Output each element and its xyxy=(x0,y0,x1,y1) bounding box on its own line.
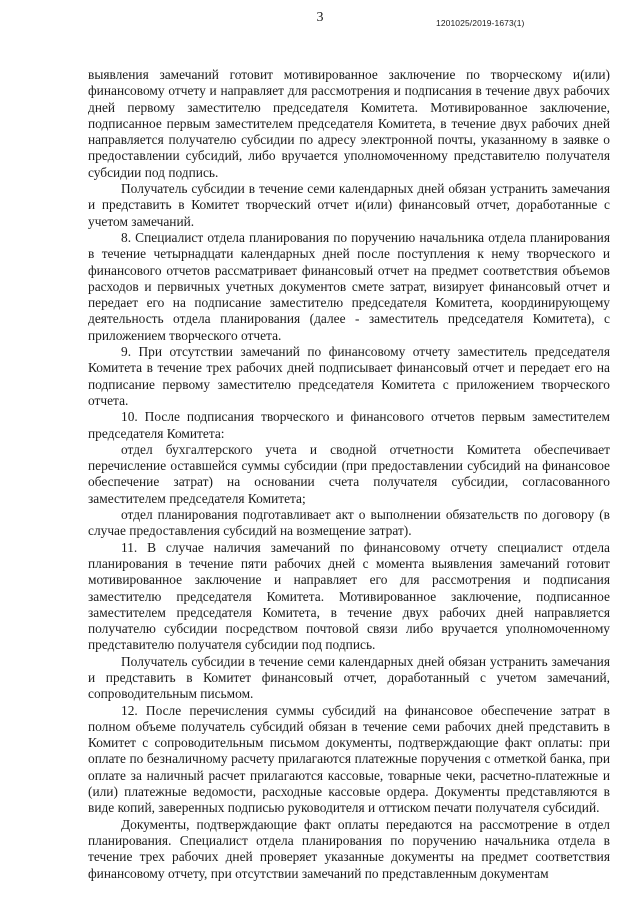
document-body xyxy=(88,67,610,882)
paragraph-item-10-accounting: отдел бухгалтерского учета и сводной отчетности Комитета обеспечивает перечисление оставшейся суммы субсидии (при предоставлении субсидий на финансовое обеспечение затрат) на основании счета получателя субсидии, согласованного заместителем председателя Комитета; xyxy=(88,441,610,506)
document-id: 1201025/2019-1673(1) xyxy=(436,18,525,28)
paragraph-item-10-planning: отдел планирования подготавливает акт о выполнении обязательств по договору (в случае предоставления субсидий на возмещение затрат). xyxy=(88,507,610,539)
paragraph-recipient-corrections: Получатель субсидии в течение семи календарных дней обязан устранить замечания и представить в Комитет творческий отчет и(или) финансовый отчет, доработанные с учетом замечаний. xyxy=(88,181,610,229)
paragraph-item-11: 11. В случае наличия замечаний по финансовому отчету специалист отдела планирования в течение пяти рабочих дней с момента выявления замечаний готовит мотивированное заключение и направляет его для рассмотрения и подписания заместителю председателя Комитета. Мотивированное заключение, подписанное заместителем председателя Комитета, в течение двух рабочих дней направляется получателю субсидии посредством почтовой связи либо вручается уполномоченному представителю получателя субсидии под подпись. xyxy=(88,539,610,653)
paragraph-item-10: 10. После подписания творческого и финансового отчетов первым заместителем председателя Комитета: xyxy=(88,409,610,441)
paragraph-item-9: 9. При отсутствии замечаний по финансовому отчету заместитель председателя Комитета в течение трех рабочих дней подписывает финансовый отчет и передает его на подписание первому заместителю председателя Комитета с приложением творческого отчета. xyxy=(88,344,610,408)
paragraph-item-12: 12. После перечисления суммы субсидий на финансовое обеспечение затрат в полном объеме получатель субсидий обязан в течение семи рабочих дней представить в Комитет с сопроводительным письмом документы, подтверждающие факт оплаты: при оплате по безналичному расчету прилагаются платежные поручения с отметкой банка, при оплате за наличный расчет прилагаются кассовые, товарные чеки, расчетно-платежные и (или) платежные ведомости, расходные кассовые ордера. Документы представляются в виде копий, заверенных подписью руководителя и оттиском печати получателя субсидий. xyxy=(88,702,610,816)
paragraph-item-12-documents: Документы, подтверждающие факт оплаты передаются на рассмотрение в отдел планирования. Специалист отдела планирования по поручению начальника отдела в течение трех рабочих дней проверяет указанные документы на предмет соответствия финансовому отчету, при отсутствии замечаний по представленным документам xyxy=(88,816,610,881)
paragraph-item-8: 8. Специалист отдела планирования по поручению начальника отдела планирования в течение четырнадцати календарных дней после поступления к нему творческого и финансового отчетов рассматривает финансовый отчет на предмет соответствия объемов расходов и первичных учетных документов смете затрат, визирует финансовый отчет и передает его на подписание заместителю председателя Комитета, координирующему деятельность отдела планирования (далее - заместитель председателя Комитета), с приложением творческого отчета. xyxy=(88,229,610,343)
paragraph-continuation: выявления замечаний готовит мотивированное заключение по творческому и(или) финансовому отчету и направляет для рассмотрения и подписания в течение двух рабочих дней первому заместителю председателя Комитета. Мотивированное заключение, подписанное первым заместителем председателя Комитета, в течение двух рабочих дней направляется получателю субсидии по адресу электронной почты, указанному в заявке о предоставлении субсидий, либо вручается уполномоченному представителю получателя субсидии под подпись. xyxy=(88,67,610,180)
page-number: 3 xyxy=(316,10,324,25)
paragraph-item-11-corrections: Получатель субсидии в течение семи календарных дней обязан устранить замечания и представить в Комитет финансовый отчет, доработанный с учетом замечаний, сопроводительным письмом. xyxy=(88,653,610,702)
